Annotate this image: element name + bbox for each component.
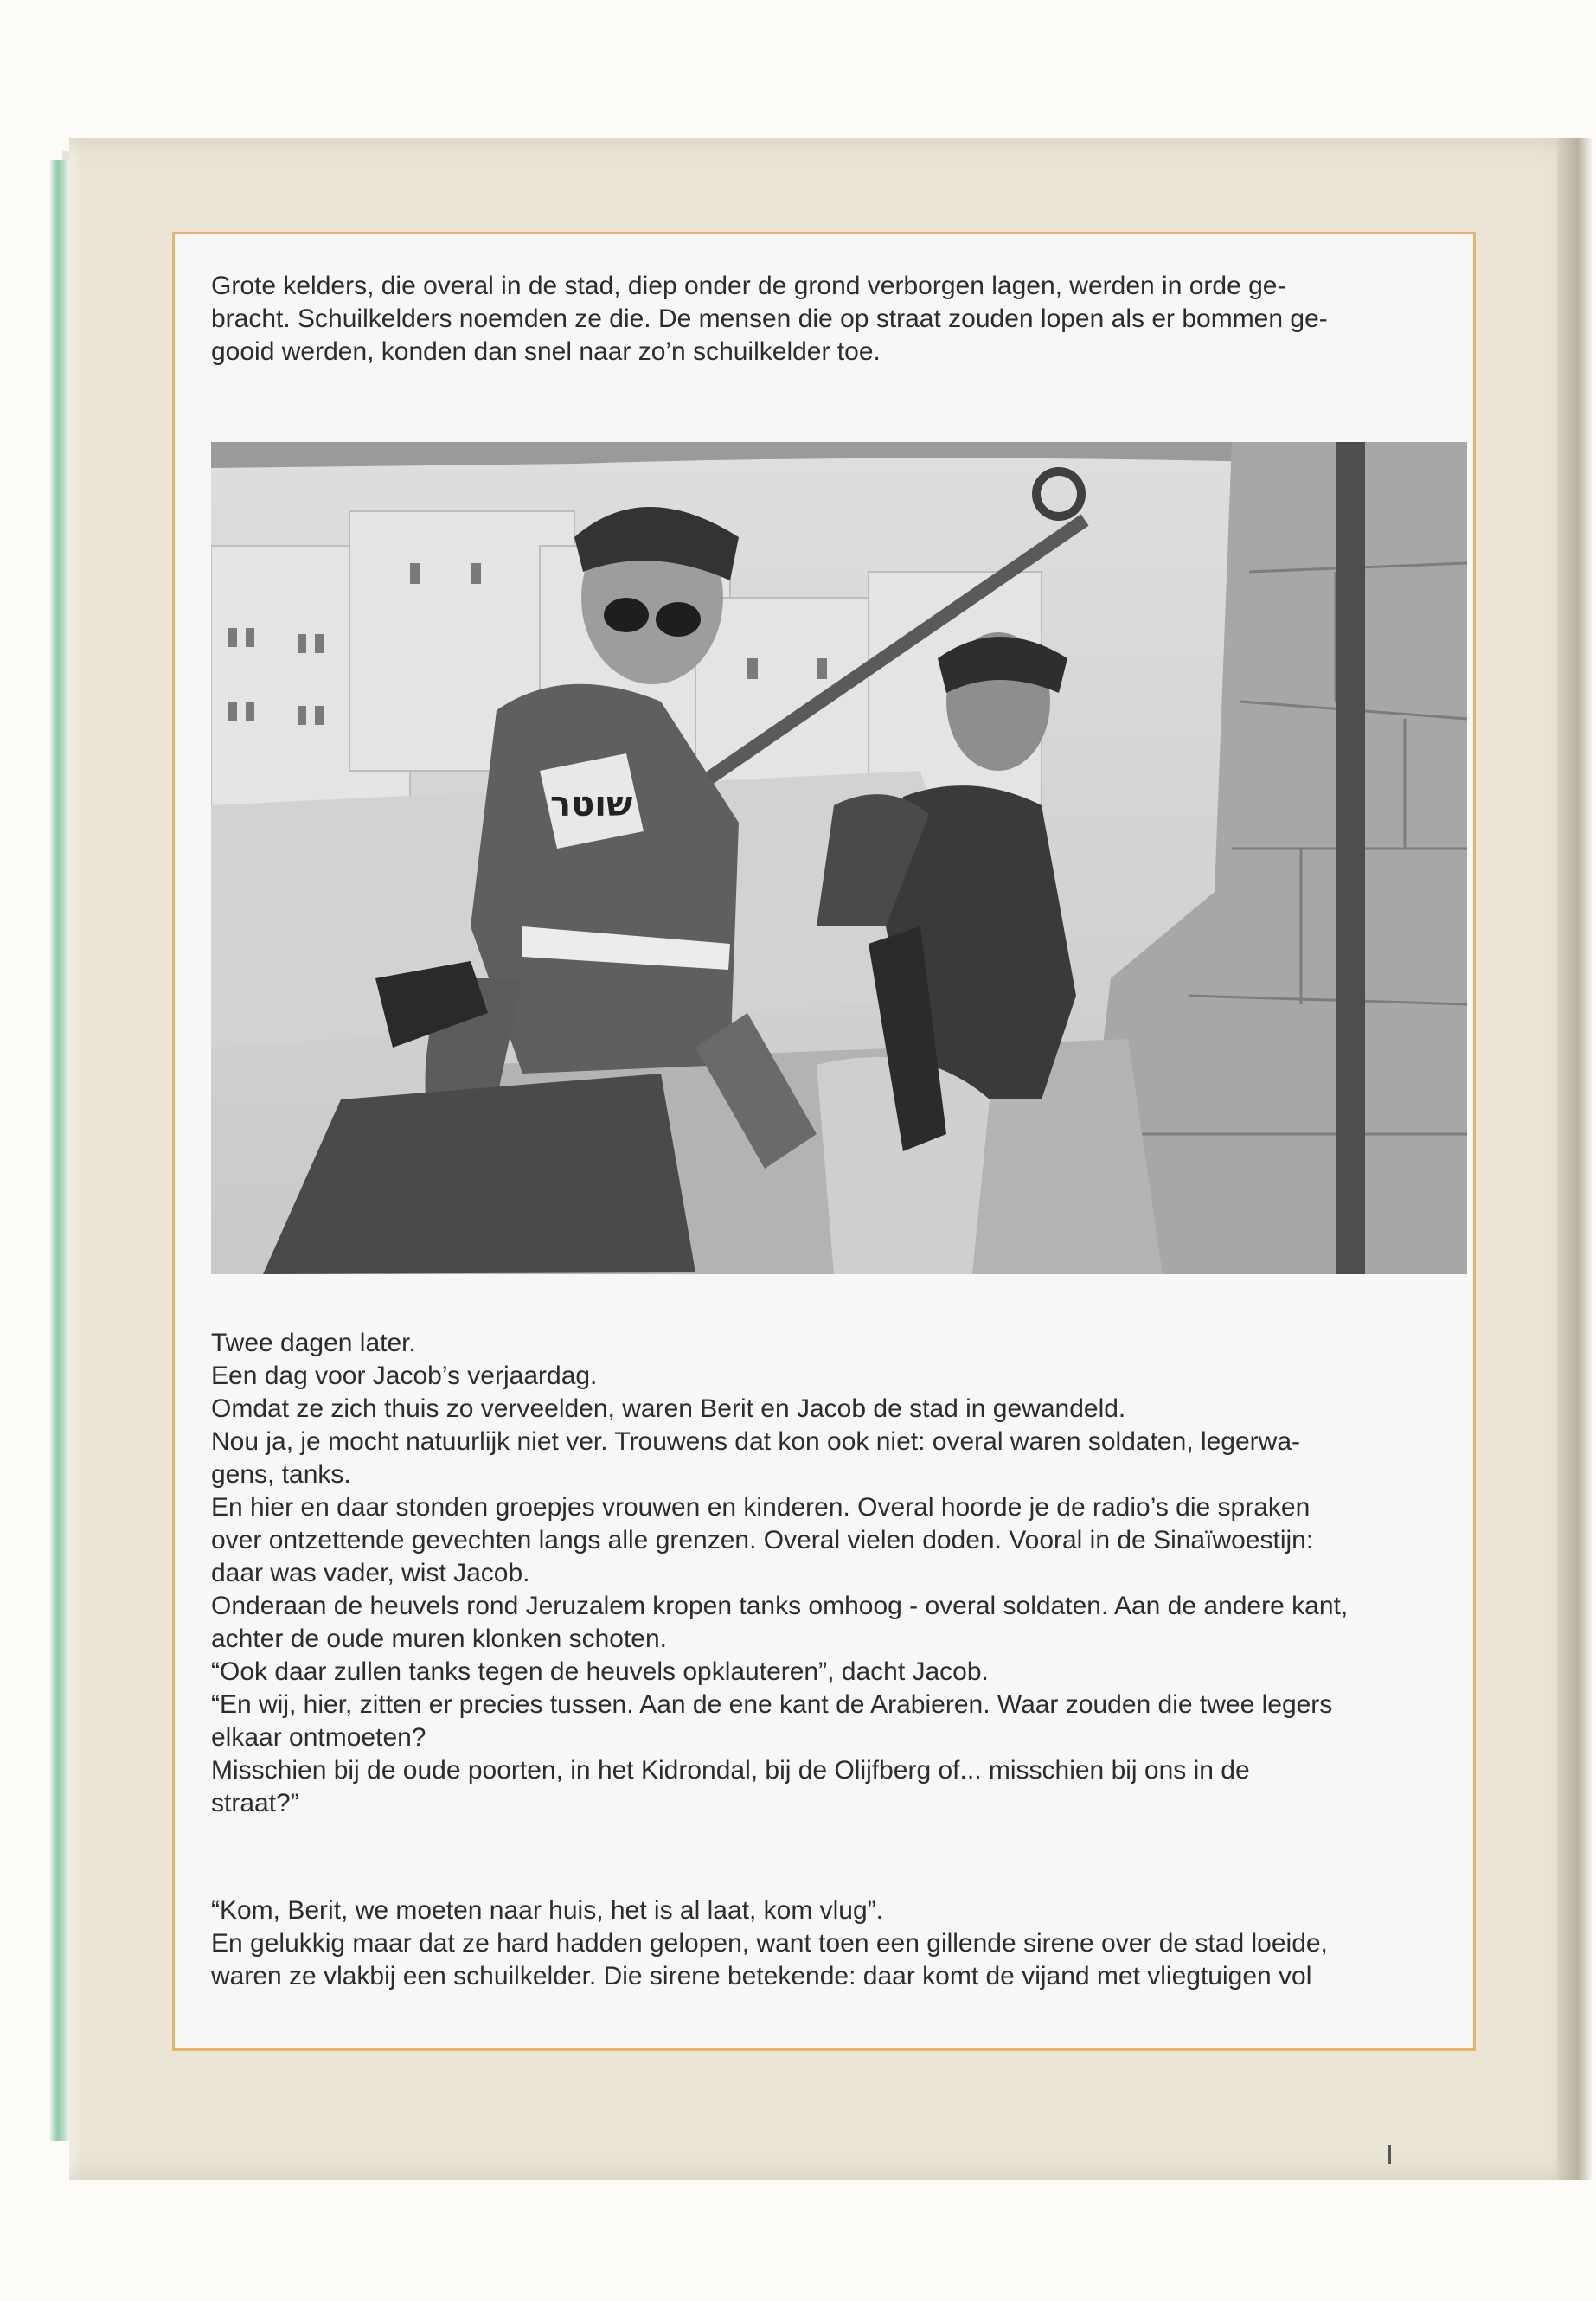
- body-line: elkaar ontmoeten?: [211, 1723, 426, 1752]
- body-line: En hier en daar stonden groepjes vrouwen en kinderen. Overal hoorde je de radio’s die spraken: [211, 1493, 1311, 1522]
- body-line: gens, tanks.: [211, 1460, 351, 1489]
- closing-line: En gelukkig maar dat ze hard hadden gelopen, want toen een gillende sirene over de stad loeide,: [211, 1929, 1328, 1958]
- body-line: Nou ja, je mocht natuurlijk niet ver. Trouwens dat kon ook niet: overal waren soldaten, legerwa-: [211, 1427, 1301, 1456]
- page-speck: [1388, 2145, 1391, 2164]
- photograph-drawing: [211, 442, 1467, 1274]
- photo-uniform-tag: שוטר: [550, 785, 633, 824]
- body-line: Twee dagen later.: [211, 1329, 416, 1357]
- body-line: Een dag voor Jacob’s verjaardag.: [211, 1362, 598, 1390]
- body-line: over ontzettende gevechten langs alle grenzen. Overal vielen doden. Vooral in de Sinaïwoestijn:: [211, 1526, 1314, 1554]
- body-line: “Ook daar zullen tanks tegen de heuvels opklauteren”, dacht Jacob.: [211, 1657, 989, 1686]
- intro-line: gooid werden, konden dan snel naar zo’n schuilkelder toe.: [211, 337, 881, 366]
- body-line: daar was vader, wist Jacob.: [211, 1559, 530, 1587]
- page-gutter-shadow: [1557, 138, 1592, 2180]
- body-line: straat?”: [211, 1789, 299, 1817]
- closing-line: “Kom, Berit, we moeten naar huis, het is al laat, kom vlug”.: [211, 1896, 883, 1925]
- page-stack-green-edge: [50, 160, 69, 2141]
- body-line: Misschien bij de oude poorten, in het Kidrondal, bij de Olijfberg of... misschien bij ons in de: [211, 1756, 1250, 1785]
- body-line: “En wij, hier, zitten er precies tussen. Aan de ene kant de Arabieren. Waar zouden die twee legers: [211, 1690, 1333, 1719]
- closing-line: waren ze vlakbij een schuilkelder. Die sirene betekende: daar komt de vijand met vliegtuigen vol: [211, 1962, 1312, 1990]
- intro-line: Grote kelders, die overal in de stad, diep onder de grond verborgen lagen, werden in orde ge-: [211, 272, 1286, 300]
- body-line: Onderaan de heuvels rond Jeruzalem kropen tanks omhoog - overal soldaten. Aan de andere kant,: [211, 1592, 1349, 1620]
- intro-line: bracht. Schuilkelders noemden ze die. De mensen die op straat zouden lopen als er bommen ge-: [211, 304, 1328, 333]
- photo-pole: [1336, 442, 1365, 1274]
- body-line: achter de oude muren klonken schoten.: [211, 1625, 668, 1653]
- body-line: Omdat ze zich thuis zo verveelden, waren Berit en Jacob de stad in gewandeld.: [211, 1394, 1126, 1423]
- photograph-soldiers: [211, 442, 1467, 1274]
